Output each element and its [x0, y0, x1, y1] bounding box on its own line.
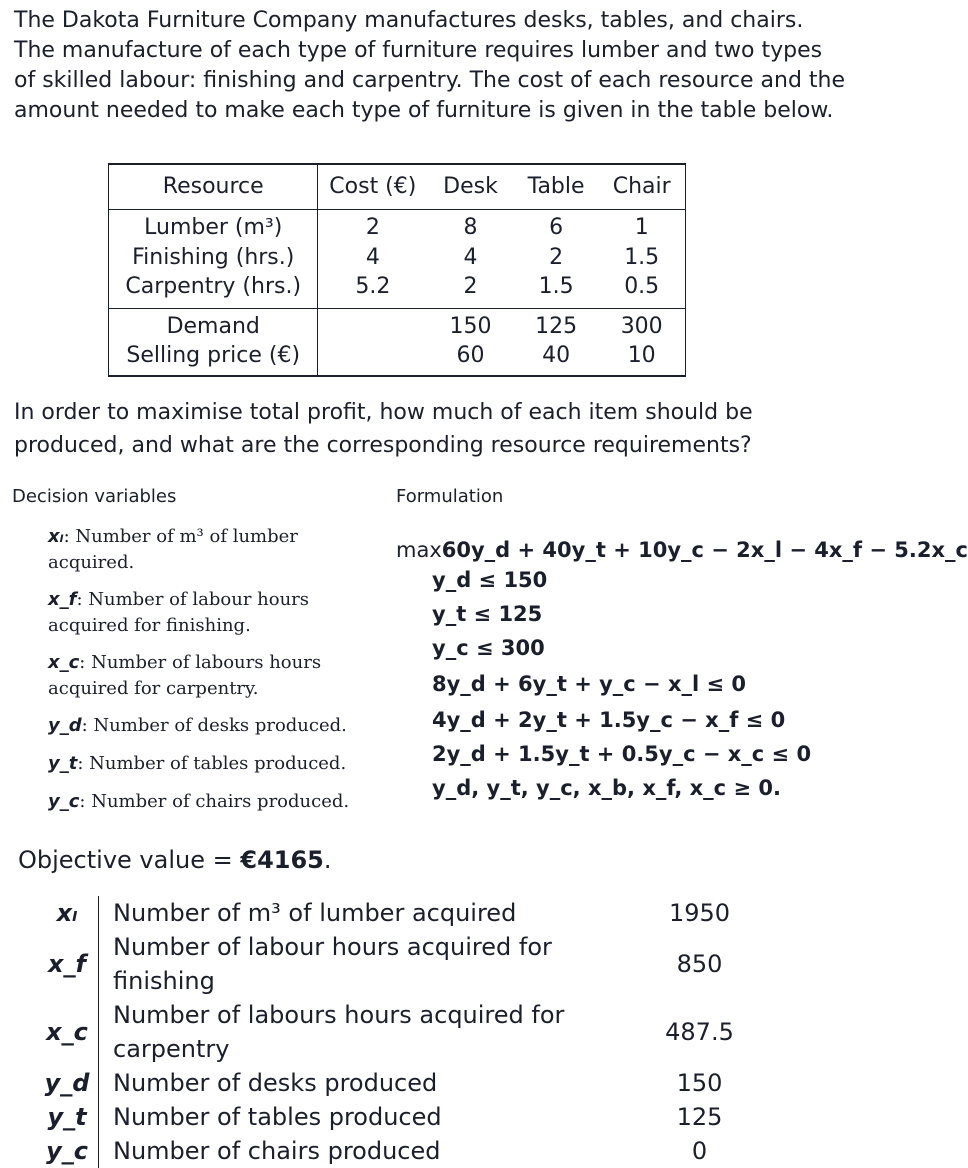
resource-name: Finishing (hrs.)	[108, 243, 318, 273]
table-row	[40, 1100, 760, 1134]
question-paragraph: In order to maximise total profit, how much of each item should be produced, and what are the corresponding resource requirements?	[14, 400, 753, 458]
solution-symbol: x_c	[40, 998, 99, 1066]
resource-table	[108, 163, 686, 377]
resource-table-header	[108, 163, 686, 209]
demand-label: Demand	[108, 312, 318, 342]
header-cost: Cost (€)	[318, 163, 427, 209]
objective-value-line	[18, 844, 332, 876]
variable-symbol: y_c	[48, 791, 80, 812]
objective-function	[396, 533, 968, 567]
solution-table	[40, 896, 760, 1168]
solution-symbol: xₗ	[40, 896, 99, 930]
resource-cost: 5.2	[355, 274, 391, 299]
constraint: y_d ≤ 150	[432, 568, 548, 592]
variable-description: : Number of m³ of lumber acquired.	[48, 526, 298, 573]
decision-variables-heading: Decision variables	[12, 486, 177, 507]
demand-table: 125	[535, 313, 578, 339]
constraint: 8y_d + 6y_t + y_c − x_l ≤ 0	[432, 672, 747, 696]
header-resource: Resource	[108, 163, 318, 209]
constraint: y_c ≤ 300	[432, 636, 545, 660]
solution-value: 487.5	[665, 1018, 734, 1046]
decision-variable-list	[48, 524, 368, 815]
resource-name: Carpentry (hrs.)	[108, 272, 318, 302]
table-row-price	[108, 341, 686, 377]
constraint: 4y_d + 2y_t + 1.5y_c − x_f ≤ 0	[432, 708, 786, 732]
header-chair: Chair	[598, 163, 686, 209]
solution-value: 125	[676, 1103, 723, 1131]
list-item	[48, 713, 368, 739]
header-desk: Desk	[427, 163, 514, 209]
resource-cost: 4	[365, 244, 380, 270]
table-row	[40, 896, 760, 930]
variable-symbol: y_d	[48, 715, 82, 736]
resource-chair: 0.5	[598, 272, 686, 302]
objective-expression: 60y_d + 40y_t + 10y_c − 2x_l − 4x_f − 5.2x_c	[441, 538, 968, 562]
list-item	[48, 524, 368, 576]
resource-chair: 1	[598, 213, 686, 243]
price-desk: 60	[427, 341, 514, 377]
max-keyword: max	[396, 538, 442, 562]
constraint: y_t ≤ 125	[432, 602, 543, 626]
resource-name: Lumber (m³)	[108, 213, 318, 243]
list-item	[48, 789, 368, 815]
resource-desk: 4	[463, 244, 478, 270]
list-item	[48, 587, 368, 639]
price-label: Selling price (€)	[108, 341, 318, 377]
intro-paragraph: The Dakota Furniture Company manufactures desks, tables, and chairs. The manufacture of each type of furniture requires lumber and two types of skilled labour: finishing and carpentry. The cost of each resource and the amount needed to make each type of furniture is given in the table below.	[14, 8, 846, 123]
table-row	[40, 998, 760, 1066]
variable-description: : Number of tables produced.	[77, 753, 347, 774]
solution-description: Number of m³ of lumber acquired	[113, 899, 517, 927]
variable-description: : Number of labours hours acquired for carpentry.	[48, 652, 322, 699]
constraint: 2y_d + 1.5y_t + 0.5y_c − x_c ≤ 0	[432, 742, 812, 766]
solution-description: Number of labours hours acquired for carpentry	[113, 1001, 565, 1063]
price-table: 40	[514, 341, 599, 377]
demand-desk: 150	[449, 313, 492, 339]
table-row	[40, 1134, 760, 1168]
solution-value: 150	[676, 1069, 723, 1097]
solution-description: Number of tables produced	[113, 1103, 442, 1131]
variable-description: : Number of labour hours acquired for finishing.	[48, 589, 310, 636]
objective-value: €4165	[240, 846, 324, 874]
list-item	[48, 650, 368, 702]
variable-symbol: x_c	[48, 652, 80, 673]
resource-table-amount: 6	[549, 215, 564, 240]
list-item	[48, 751, 368, 777]
resource-cost: 2	[365, 215, 380, 240]
resource-table-amount: 2	[549, 244, 564, 270]
table-row-finishing	[108, 243, 686, 273]
solution-symbol: y_d	[40, 1066, 99, 1100]
variable-symbol: x_f	[48, 589, 77, 610]
solution-description: Number of labour hours acquired for finishing	[113, 933, 552, 995]
table-row-carpentry	[108, 272, 686, 302]
table-row	[40, 930, 760, 998]
table-row-demand	[108, 312, 686, 342]
solution-value: 1950	[668, 899, 731, 927]
solution-value: 0	[691, 1137, 708, 1165]
resource-chair: 1.5	[598, 243, 686, 273]
price-chair: 10	[598, 341, 686, 377]
solution-symbol: x_f	[40, 930, 99, 998]
objective-value-label: Objective value =	[18, 846, 233, 874]
constraint: y_d, y_t, y_c, x_b, x_f, x_c ≥ 0.	[432, 776, 781, 800]
solution-description: Number of desks produced	[113, 1069, 438, 1097]
header-table: Table	[514, 163, 599, 209]
variable-symbol: xₗ	[48, 526, 64, 547]
objective-value-suffix: .	[323, 846, 332, 874]
resource-desk: 2	[463, 274, 478, 299]
table-row	[40, 1066, 760, 1100]
solution-symbol: y_t	[40, 1100, 99, 1134]
resource-table-amount: 1.5	[538, 274, 574, 299]
variable-description: : Number of chairs produced.	[79, 791, 350, 812]
solution-value: 850	[676, 950, 723, 978]
formulation-heading: Formulation	[396, 486, 504, 507]
resource-desk: 8	[463, 215, 478, 240]
demand-chair: 300	[598, 312, 686, 342]
solution-description: Number of chairs produced	[113, 1137, 441, 1165]
table-row-lumber	[108, 213, 686, 243]
variable-description: : Number of desks produced.	[81, 715, 347, 736]
variable-symbol: y_t	[48, 753, 78, 774]
solution-symbol: y_c	[40, 1134, 99, 1168]
